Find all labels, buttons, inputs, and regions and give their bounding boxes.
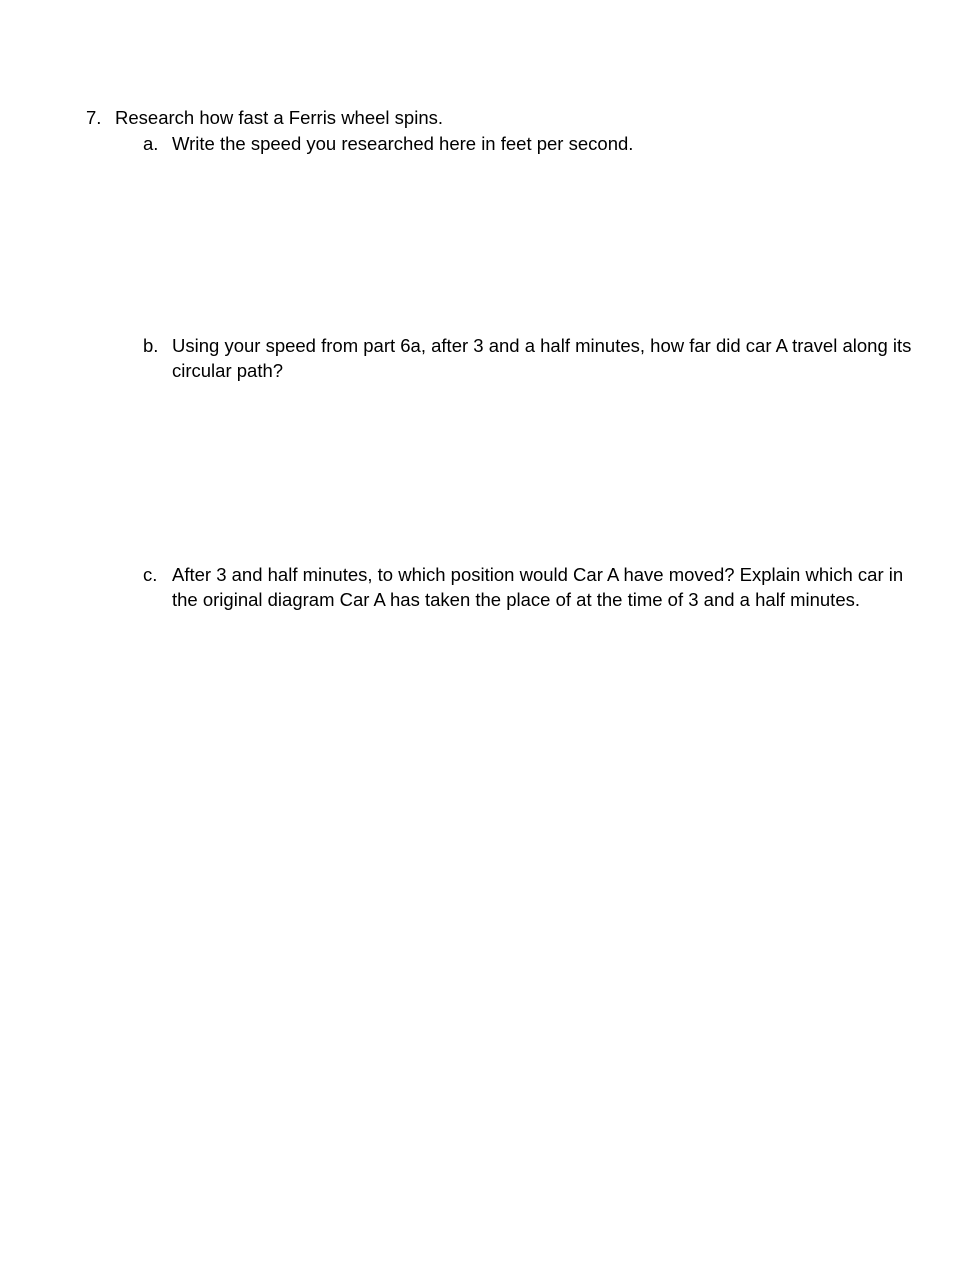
part-text: Write the speed you researched here in feet per second. [172, 133, 634, 154]
part-letter: a. [143, 133, 159, 154]
part-letter: c. [143, 564, 158, 585]
part-text: Using your speed from part 6a, after 3 and a half minutes, how far did car A travel along its circular path? [172, 335, 912, 381]
part-text: After 3 and half minutes, to which position would Car A have moved? Explain which car in the original diagram Car A has taken the place of at the time of 3 and a half minutes. [172, 564, 904, 610]
question-number: 7. [86, 107, 102, 128]
question-text: Research how fast a Ferris wheel spins. [115, 107, 443, 128]
part-letter: b. [143, 335, 159, 356]
